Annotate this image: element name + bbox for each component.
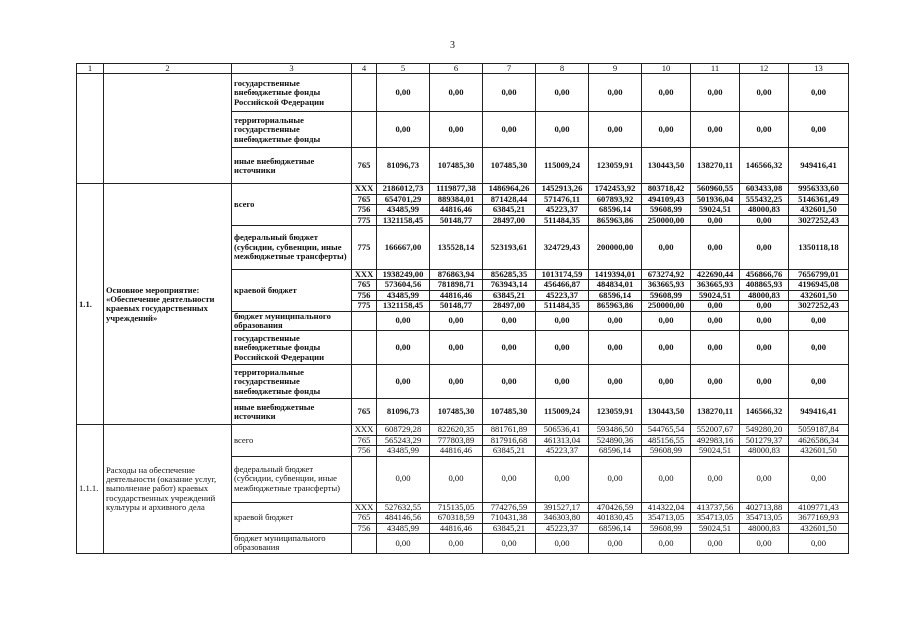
cell-col-12: 0,00 [740,215,789,225]
cell-col-12: 146566,32 [740,148,789,184]
cell-col-5: 0,00 [377,456,430,502]
cell-col-13: 0,00 [789,331,849,365]
cell-col-5: 166667,00 [377,226,430,270]
cell-col-7: 0,00 [483,365,536,399]
cell-col-12: 48000,83 [740,290,789,300]
cell-col-13: 4196945,08 [789,280,849,290]
cell-col-8: 571476,11 [536,194,589,204]
cell-col-5: 43485,99 [377,205,430,215]
cell-col-7: 871428,44 [483,194,536,204]
cell-col-8: 456466,87 [536,280,589,290]
cell-col-8: 0,00 [536,365,589,399]
cell-col-7: 710431,38 [483,513,536,523]
cell-col-6: 889384,01 [430,194,483,204]
cell-col-7: 107485,30 [483,148,536,184]
header-cell: 6 [430,64,483,74]
cell-col-9: 865963,86 [589,215,642,225]
cell-col-10: 0,00 [642,456,691,502]
budget-code: XXX [352,425,377,435]
cell-col-11: 0,00 [691,331,740,365]
cell-col-9: 470426,59 [589,502,642,512]
cell-col-7: 63845,21 [483,446,536,456]
cell-col-12: 408865,93 [740,280,789,290]
cell-col-9: 593486,50 [589,425,642,435]
cell-col-6: 44816,46 [430,290,483,300]
cell-col-5: 0,00 [377,331,430,365]
cell-col-5: 43485,99 [377,523,430,533]
funding-source: иные внебюджетные источники [232,399,352,425]
cell-col-12: 354713,05 [740,513,789,523]
cell-col-5: 1938249,00 [377,270,430,280]
cell-col-13: 432601,50 [789,523,849,533]
cell-col-6: 107485,30 [430,148,483,184]
cell-col-11: 492983,16 [691,435,740,445]
cell-col-10: 0,00 [642,112,691,148]
header-cell: 8 [536,64,589,74]
cell-col-6: 781898,71 [430,280,483,290]
budget-code [352,456,377,502]
cell-col-6: 777803,89 [430,435,483,445]
header-cell: 10 [642,64,691,74]
cell-col-11: 138270,11 [691,148,740,184]
header-row [77,64,849,74]
cell-col-10: 363665,93 [642,280,691,290]
cell-col-10: 0,00 [642,226,691,270]
funding-source-federal: федеральный бюджет (субсидии, субвенции, иные межбюджетные трансферты) [232,226,352,270]
cell-col-12: 0,00 [740,301,789,311]
cell-col-9: 0,00 [589,311,642,331]
cell-col-6: 44816,46 [430,205,483,215]
cell-col-11: 0,00 [691,74,740,112]
cell-col-7: 763943,14 [483,280,536,290]
cell-col-7: 856285,35 [483,270,536,280]
measure-name: Расходы на обеспечение деятельности (оказание услуг, выполнение работ) краевых государственных учреждений культуры и архивного дела [104,425,232,553]
cell-col-13: 0,00 [789,74,849,112]
cell-col-5: 608729,28 [377,425,430,435]
cell-col-10: 354713,05 [642,513,691,523]
budget-code: 765 [352,513,377,523]
header-cell: 4 [352,64,377,74]
cell-col-11: 59024,51 [691,446,740,456]
cell-col-6: 135528,14 [430,226,483,270]
cell-col-6: 0,00 [430,533,483,553]
budget-code [352,365,377,399]
cell-col-9: 1742453,92 [589,184,642,194]
cell-col-13: 949416,41 [789,148,849,184]
cell-col-7: 28497,00 [483,215,536,225]
cell-col-10: 59608,99 [642,290,691,300]
header-cell: 11 [691,64,740,74]
cell-col-5: 1321158,45 [377,215,430,225]
cell-col-11: 0,00 [691,311,740,331]
header-cell: 5 [377,64,430,74]
cell-col-12: 456866,76 [740,270,789,280]
cell-col-7: 63845,21 [483,523,536,533]
cell-col-5: 0,00 [377,112,430,148]
cell-col-13: 4109771,43 [789,502,849,512]
cell-col-10: 130443,50 [642,148,691,184]
cell-col-12: 48000,83 [740,523,789,533]
budget-code: 756 [352,290,377,300]
cell-col-8: 506536,41 [536,425,589,435]
cell-col-13: 0,00 [789,112,849,148]
cell-col-9: 0,00 [589,112,642,148]
cell-col-8: 45223,37 [536,290,589,300]
cell-col-13: 949416,41 [789,399,849,425]
cell-col-8: 1013174,59 [536,270,589,280]
header-cell: 12 [740,64,789,74]
cell-col-8: 115009,24 [536,399,589,425]
funding-source: территориальные государственные внебюджетные фонды [232,365,352,399]
budget-code: 756 [352,523,377,533]
cell-col-7: 63845,21 [483,205,536,215]
cell-col-9: 0,00 [589,331,642,365]
cell-col-11: 354713,05 [691,513,740,523]
measure-number: 1.1. [77,184,104,425]
cell-col-6: 0,00 [430,311,483,331]
cell-col-9: 0,00 [589,533,642,553]
cell-col-8: 45223,37 [536,446,589,456]
cell-col-13: 5059187,84 [789,425,849,435]
funding-source: государственные внебюджетные фонды Российской Федерации [232,74,352,112]
budget-code [352,112,377,148]
budget-code: 765 [352,280,377,290]
cell-col-11: 413737,56 [691,502,740,512]
cell-col-11: 138270,11 [691,399,740,425]
cell-col-6: 876863,94 [430,270,483,280]
cell-col-10: 250000,00 [642,301,691,311]
cell-col-6: 44816,46 [430,446,483,456]
cell-col-7: 107485,30 [483,399,536,425]
cell-col-9: 0,00 [589,74,642,112]
measure-name: Основное мероприятие: «Обеспечение деятельности краевых государственных учреждений» [104,184,232,425]
cell-col-9: 607893,92 [589,194,642,204]
cell-col-7: 881761,89 [483,425,536,435]
funding-source: иные внебюджетные источники [232,148,352,184]
cell-col-6: 50148,77 [430,301,483,311]
cell-col-5: 0,00 [377,311,430,331]
cell-col-12: 0,00 [740,331,789,365]
cell-col-8: 511484,35 [536,215,589,225]
cell-col-13: 0,00 [789,311,849,331]
cell-col-7: 63845,21 [483,290,536,300]
cell-col-10: 485156,55 [642,435,691,445]
cell-col-10: 803718,42 [642,184,691,194]
cell-col-6: 822620,35 [430,425,483,435]
budget-code: 765 [352,435,377,445]
cell-col-11: 0,00 [691,226,740,270]
cell-col-13: 432601,50 [789,446,849,456]
cell-col-13: 7656799,01 [789,270,849,280]
funding-source-federal: федеральный бюджет (субсидии, субвенции, иные межбюджетные трансферты) [232,456,352,502]
cell-col-5: 2186012,73 [377,184,430,194]
cell-col-5: 43485,99 [377,446,430,456]
cell-col-8: 0,00 [536,311,589,331]
cell-col-5: 81096,73 [377,148,430,184]
cell-col-10: 59608,99 [642,523,691,533]
cell-col-8: 0,00 [536,533,589,553]
cell-col-13: 432601,50 [789,205,849,215]
cell-col-9: 484834,01 [589,280,642,290]
table-row [77,74,849,112]
cell-col-13: 3677169,93 [789,513,849,523]
funding-source: территориальные государственные внебюджетные фонды [232,112,352,148]
cell-col-10: 494109,43 [642,194,691,204]
cell-col-8: 1452913,26 [536,184,589,194]
cell-col-8: 0,00 [536,456,589,502]
cell-col-7: 817916,68 [483,435,536,445]
cell-col-12: 146566,32 [740,399,789,425]
budget-code [352,331,377,365]
funding-source: бюджет муниципального образования [232,311,352,331]
header-cell: 9 [589,64,642,74]
cell-col-11: 560960,55 [691,184,740,194]
empty-name-cell [104,74,232,184]
cell-col-12: 0,00 [740,533,789,553]
cell-col-9: 1419394,01 [589,270,642,280]
cell-col-7: 28497,00 [483,301,536,311]
budget-table [76,63,849,554]
cell-col-13: 9956333,60 [789,184,849,194]
cell-col-6: 44816,46 [430,523,483,533]
measure-number: 1.1.1. [77,425,104,553]
cell-col-12: 603433,08 [740,184,789,194]
cell-col-6: 50148,77 [430,215,483,225]
budget-code: XXX [352,502,377,512]
cell-col-9: 865963,86 [589,301,642,311]
cell-col-8: 45223,37 [536,205,589,215]
cell-col-7: 523193,61 [483,226,536,270]
cell-col-10: 0,00 [642,331,691,365]
budget-code [352,311,377,331]
funding-source-regional: краевой бюджет [232,502,352,533]
cell-col-7: 1486964,26 [483,184,536,194]
cell-col-7: 0,00 [483,112,536,148]
budget-code: XXX [352,270,377,280]
cell-col-7: 0,00 [483,74,536,112]
cell-col-11: 0,00 [691,215,740,225]
cell-col-11: 0,00 [691,365,740,399]
budget-code [352,74,377,112]
cell-col-5: 1321158,45 [377,301,430,311]
page-number: 3 [450,40,455,51]
cell-col-6: 0,00 [430,456,483,502]
cell-col-11: 59024,51 [691,205,740,215]
cell-col-9: 0,00 [589,456,642,502]
cell-col-6: 0,00 [430,74,483,112]
cell-col-10: 414322,04 [642,502,691,512]
cell-col-12: 0,00 [740,311,789,331]
budget-code: 775 [352,215,377,225]
cell-col-7: 0,00 [483,331,536,365]
header-cell: 2 [104,64,232,74]
cell-col-12: 0,00 [740,365,789,399]
cell-col-13: 0,00 [789,456,849,502]
cell-col-7: 0,00 [483,456,536,502]
budget-code: 756 [352,446,377,456]
cell-col-6: 0,00 [430,331,483,365]
cell-col-10: 0,00 [642,74,691,112]
cell-col-13: 3027252,43 [789,215,849,225]
cell-col-12: 48000,83 [740,205,789,215]
cell-col-11: 59024,51 [691,523,740,533]
funding-source: бюджет муниципального образования [232,533,352,553]
cell-col-6: 1119877,38 [430,184,483,194]
cell-col-5: 0,00 [377,533,430,553]
cell-col-6: 715135,05 [430,502,483,512]
cell-col-6: 0,00 [430,112,483,148]
cell-col-11: 422690,44 [691,270,740,280]
cell-col-11: 0,00 [691,112,740,148]
cell-col-11: 0,00 [691,456,740,502]
cell-col-6: 107485,30 [430,399,483,425]
header-cell: 7 [483,64,536,74]
cell-col-8: 324729,43 [536,226,589,270]
cell-col-10: 59608,99 [642,446,691,456]
empty-number-cell [77,74,104,184]
budget-code: 765 [352,399,377,425]
cell-col-11: 552007,67 [691,425,740,435]
cell-col-13: 0,00 [789,365,849,399]
cell-col-10: 673274,92 [642,270,691,280]
cell-col-11: 363665,93 [691,280,740,290]
cell-col-10: 0,00 [642,365,691,399]
cell-col-11: 0,00 [691,301,740,311]
cell-col-8: 0,00 [536,112,589,148]
cell-col-11: 59024,51 [691,290,740,300]
cell-col-5: 573604,56 [377,280,430,290]
funding-source: государственные внебюджетные фонды Российской Федерации [232,331,352,365]
funding-source-regional: краевой бюджет [232,270,352,312]
cell-col-13: 3027252,43 [789,301,849,311]
cell-col-5: 81096,73 [377,399,430,425]
cell-col-13: 1350118,18 [789,226,849,270]
cell-col-13: 4626586,34 [789,435,849,445]
cell-col-5: 484146,56 [377,513,430,523]
header-cell: 13 [789,64,849,74]
cell-col-13: 0,00 [789,533,849,553]
cell-col-12: 0,00 [740,456,789,502]
cell-col-10: 0,00 [642,311,691,331]
cell-col-12: 0,00 [740,74,789,112]
cell-col-5: 527632,55 [377,502,430,512]
budget-code: 756 [352,205,377,215]
cell-col-11: 501936,04 [691,194,740,204]
budget-code: 775 [352,301,377,311]
cell-col-13: 432601,50 [789,290,849,300]
cell-col-8: 45223,37 [536,523,589,533]
funding-source-total: всего [232,184,352,226]
cell-col-5: 565243,29 [377,435,430,445]
cell-col-6: 670318,59 [430,513,483,523]
cell-col-7: 774276,59 [483,502,536,512]
budget-code: 765 [352,148,377,184]
cell-col-9: 68596,14 [589,446,642,456]
cell-col-7: 0,00 [483,311,536,331]
cell-col-9: 200000,00 [589,226,642,270]
header-cell: 3 [232,64,352,74]
budget-code: 765 [352,194,377,204]
cell-col-9: 68596,14 [589,523,642,533]
cell-col-9: 123059,91 [589,148,642,184]
cell-col-10: 544765,54 [642,425,691,435]
cell-col-10: 250000,00 [642,215,691,225]
cell-col-5: 43485,99 [377,290,430,300]
cell-col-10: 130443,50 [642,399,691,425]
cell-col-12: 501279,37 [740,435,789,445]
cell-col-12: 0,00 [740,112,789,148]
cell-col-10: 0,00 [642,533,691,553]
cell-col-9: 68596,14 [589,290,642,300]
cell-col-6: 0,00 [430,365,483,399]
table-row [77,425,849,435]
cell-col-12: 555432,25 [740,194,789,204]
cell-col-5: 0,00 [377,74,430,112]
cell-col-8: 391527,17 [536,502,589,512]
budget-code: XXX [352,184,377,194]
cell-col-9: 524890,36 [589,435,642,445]
cell-col-11: 0,00 [691,533,740,553]
cell-col-7: 0,00 [483,533,536,553]
cell-col-8: 511484,35 [536,301,589,311]
cell-col-13: 5146361,49 [789,194,849,204]
budget-code [352,533,377,553]
table-row [77,184,849,194]
budget-code: 775 [352,226,377,270]
cell-col-12: 0,00 [740,226,789,270]
cell-col-12: 549280,20 [740,425,789,435]
cell-col-9: 401830,45 [589,513,642,523]
cell-col-12: 48000,83 [740,446,789,456]
cell-col-8: 0,00 [536,331,589,365]
cell-col-10: 59608,99 [642,205,691,215]
cell-col-5: 0,00 [377,365,430,399]
cell-col-12: 402713,88 [740,502,789,512]
cell-col-9: 68596,14 [589,205,642,215]
header-cell: 1 [77,64,104,74]
cell-col-9: 123059,91 [589,399,642,425]
cell-col-8: 346303,80 [536,513,589,523]
cell-col-8: 0,00 [536,74,589,112]
cell-col-8: 461313,04 [536,435,589,445]
cell-col-8: 115009,24 [536,148,589,184]
cell-col-5: 654701,29 [377,194,430,204]
funding-source-total: всего [232,425,352,456]
cell-col-9: 0,00 [589,365,642,399]
